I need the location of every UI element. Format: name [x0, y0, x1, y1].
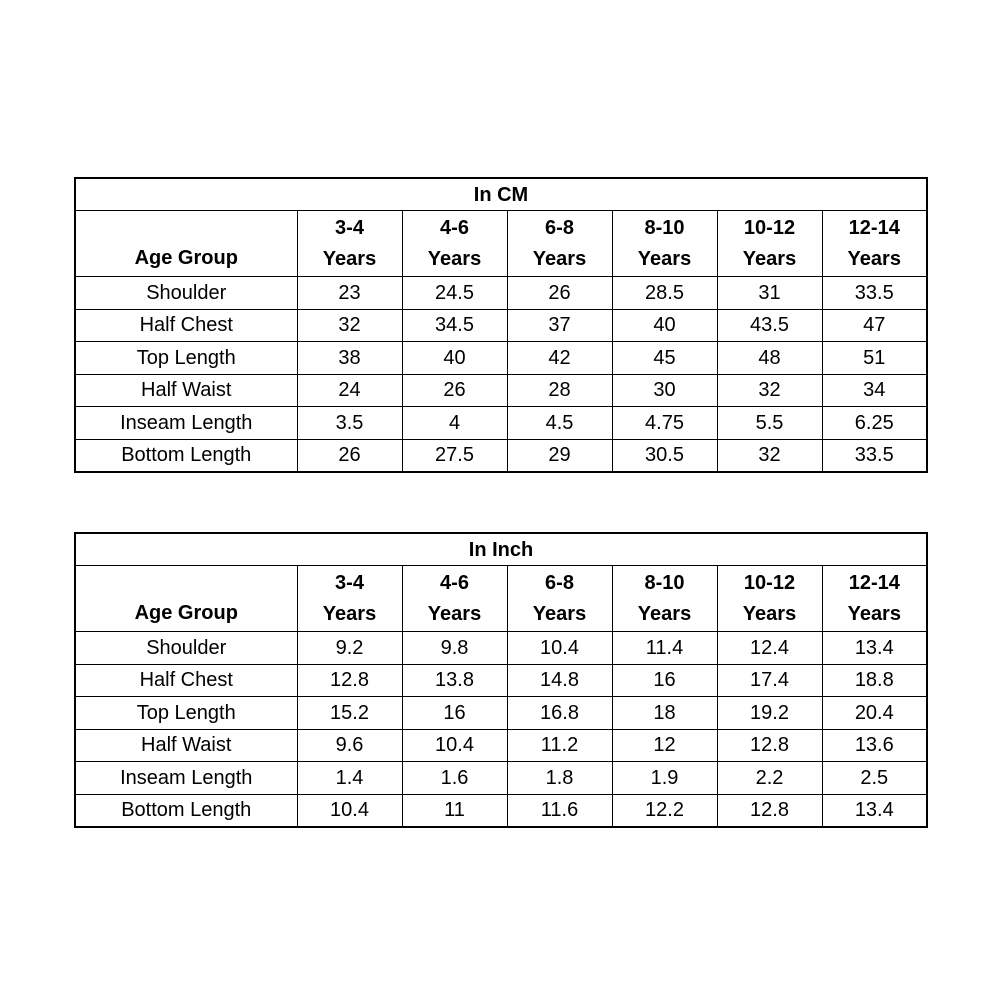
measurement-value: 13.4 [822, 632, 927, 665]
measurement-value: 4.5 [507, 407, 612, 440]
measurement-label: Half Chest [75, 664, 297, 697]
measurement-value: 1.9 [612, 762, 717, 795]
table-title: In CM [75, 178, 927, 211]
measurement-value: 26 [507, 277, 612, 310]
measurement-value: 19.2 [717, 697, 822, 730]
age-unit-label: Years [637, 602, 692, 625]
measurement-value: 6.25 [822, 407, 927, 440]
measurement-label: Top Length [75, 697, 297, 730]
measurement-value: 20.4 [822, 697, 927, 730]
measurement-value: 34.5 [402, 309, 507, 342]
measurement-value: 9.8 [402, 632, 507, 665]
age-unit-label: Years [637, 247, 692, 270]
header-row [75, 211, 927, 277]
table-row [75, 439, 927, 472]
measurement-value: 1.6 [402, 762, 507, 795]
measurement-value: 32 [297, 309, 402, 342]
measurement-value: 16 [612, 664, 717, 697]
measurement-label: Half Waist [75, 374, 297, 407]
measurement-value: 24 [297, 374, 402, 407]
age-range-label: 4-6 [440, 571, 469, 594]
age-unit-label: Years [427, 247, 482, 270]
measurement-value: 12.8 [717, 729, 822, 762]
measurement-value: 14.8 [507, 664, 612, 697]
measurement-value: 12.4 [717, 632, 822, 665]
age-unit-label: Years [532, 602, 587, 625]
measurement-value: 32 [717, 439, 822, 472]
measurement-value: 23 [297, 277, 402, 310]
measurement-value: 12.2 [612, 794, 717, 827]
age-range-label: 10-12 [743, 571, 796, 594]
measurement-value: 3.5 [297, 407, 402, 440]
age-column-header [612, 566, 717, 632]
age-range-label: 12-14 [848, 216, 900, 239]
table-row [75, 342, 927, 375]
measurement-value: 9.6 [297, 729, 402, 762]
measurement-value: 45 [612, 342, 717, 375]
age-column-header [297, 566, 402, 632]
measurement-label: Top Length [75, 342, 297, 375]
measurement-value: 30.5 [612, 439, 717, 472]
measurement-value: 48 [717, 342, 822, 375]
age-column-header [717, 211, 822, 277]
measurement-value: 5.5 [717, 407, 822, 440]
measurement-label: Shoulder [75, 277, 297, 310]
measurement-value: 13.6 [822, 729, 927, 762]
header-row [75, 566, 927, 632]
measurement-value: 16 [402, 697, 507, 730]
age-unit-label: Years [322, 247, 377, 270]
table-row [75, 697, 927, 730]
table-row [75, 374, 927, 407]
measurement-value: 17.4 [717, 664, 822, 697]
table-row [75, 762, 927, 795]
table-row [75, 664, 927, 697]
age-range-label: 6-8 [545, 571, 574, 594]
measurement-value: 38 [297, 342, 402, 375]
table-row [75, 309, 927, 342]
measurement-label: Shoulder [75, 632, 297, 665]
measurement-value: 10.4 [297, 794, 402, 827]
measurement-value: 11.2 [507, 729, 612, 762]
age-group-header: Age Group [75, 566, 297, 632]
measurement-value: 32 [717, 374, 822, 407]
table-row [75, 794, 927, 827]
measurement-value: 12.8 [297, 664, 402, 697]
measurement-value: 28.5 [612, 277, 717, 310]
measurement-value: 40 [612, 309, 717, 342]
measurement-value: 51 [822, 342, 927, 375]
measurement-value: 4 [402, 407, 507, 440]
table-title: In Inch [75, 533, 927, 566]
size-chart-table-inch [74, 532, 928, 828]
measurement-value: 10.4 [507, 632, 612, 665]
measurement-value: 29 [507, 439, 612, 472]
age-column-header [402, 566, 507, 632]
age-unit-label: Years [742, 602, 797, 625]
table-row [75, 277, 927, 310]
size-chart-table-cm [74, 177, 928, 473]
measurement-value: 13.4 [822, 794, 927, 827]
age-range-label: 8-10 [644, 571, 685, 594]
age-unit-label: Years [322, 602, 377, 625]
measurement-value: 42 [507, 342, 612, 375]
measurement-value: 18 [612, 697, 717, 730]
measurement-value: 26 [297, 439, 402, 472]
age-range-label: 3-4 [335, 571, 364, 594]
age-unit-label: Years [847, 247, 901, 270]
age-column-header [822, 566, 927, 632]
measurement-value: 33.5 [822, 439, 927, 472]
age-column-header [717, 566, 822, 632]
measurement-value: 13.8 [402, 664, 507, 697]
measurement-label: Half Waist [75, 729, 297, 762]
age-unit-label: Years [427, 602, 482, 625]
age-column-header [297, 211, 402, 277]
measurement-value: 10.4 [402, 729, 507, 762]
measurement-value: 28 [507, 374, 612, 407]
measurement-value: 16.8 [507, 697, 612, 730]
measurement-value: 18.8 [822, 664, 927, 697]
age-column-header [507, 566, 612, 632]
measurement-value: 4.75 [612, 407, 717, 440]
measurement-value: 30 [612, 374, 717, 407]
measurement-value: 2.5 [822, 762, 927, 795]
age-column-header [507, 211, 612, 277]
measurement-label: Bottom Length [75, 439, 297, 472]
age-column-header [402, 211, 507, 277]
table-row [75, 632, 927, 665]
measurement-label: Half Chest [75, 309, 297, 342]
measurement-value: 11 [402, 794, 507, 827]
age-unit-label: Years [847, 602, 901, 625]
measurement-value: 24.5 [402, 277, 507, 310]
measurement-value: 9.2 [297, 632, 402, 665]
measurement-value: 11.4 [612, 632, 717, 665]
age-range-label: 3-4 [335, 216, 364, 239]
measurement-value: 1.4 [297, 762, 402, 795]
measurement-value: 40 [402, 342, 507, 375]
measurement-value: 12.8 [717, 794, 822, 827]
age-unit-label: Years [742, 247, 797, 270]
measurement-value: 27.5 [402, 439, 507, 472]
age-column-header [822, 211, 927, 277]
table-row [75, 729, 927, 762]
measurement-label: Bottom Length [75, 794, 297, 827]
age-column-header [612, 211, 717, 277]
age-unit-label: Years [532, 247, 587, 270]
measurement-value: 47 [822, 309, 927, 342]
measurement-value: 37 [507, 309, 612, 342]
age-range-label: 10-12 [743, 216, 796, 239]
age-range-label: 4-6 [440, 216, 469, 239]
measurement-label: Inseam Length [75, 407, 297, 440]
measurement-value: 1.8 [507, 762, 612, 795]
measurement-value: 34 [822, 374, 927, 407]
age-range-label: 6-8 [545, 216, 574, 239]
age-group-header: Age Group [75, 211, 297, 277]
measurement-value: 26 [402, 374, 507, 407]
age-range-label: 8-10 [644, 216, 685, 239]
measurement-value: 12 [612, 729, 717, 762]
table-row [75, 407, 927, 440]
measurement-value: 31 [717, 277, 822, 310]
age-range-label: 12-14 [848, 571, 900, 594]
measurement-value: 33.5 [822, 277, 927, 310]
measurement-value: 15.2 [297, 697, 402, 730]
measurement-label: Inseam Length [75, 762, 297, 795]
measurement-value: 11.6 [507, 794, 612, 827]
measurement-value: 2.2 [717, 762, 822, 795]
measurement-value: 43.5 [717, 309, 822, 342]
